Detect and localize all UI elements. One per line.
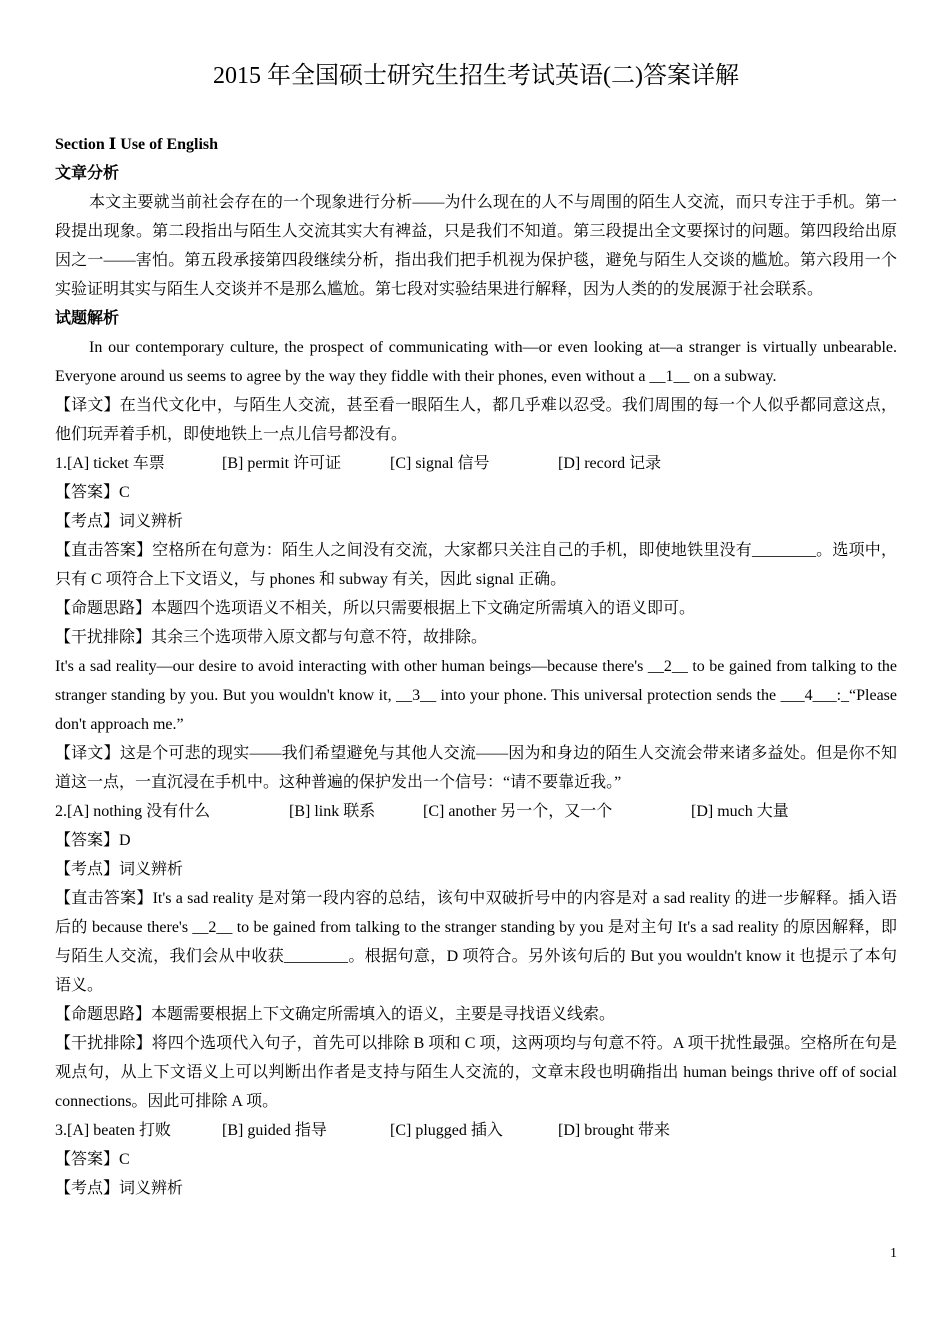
q2-option-c: [C] another 另一个，又一个 bbox=[423, 803, 613, 820]
questions-heading: 试题解析 bbox=[55, 310, 120, 327]
q1-direct-answer: 【直击答案】空格所在句意为：陌生人之间没有交流，大家都只关注自己的手机，即使地铁里没有________。选项中，只有 C 项符合上下文语义，与 phones 和 subway 有关，因此 signal 正确。 bbox=[55, 542, 897, 588]
passage-1: In our contemporary culture, the prospect of communicating with—or even looking at—a stranger is virtually unbearable. Everyone around us seems to agree by the way they fiddle with their phones, even without a __1__ on a subway. bbox=[55, 339, 897, 385]
q1-exclude: 【干扰排除】其余三个选项带入原文都与句意不符，故排除。 bbox=[55, 629, 488, 646]
analysis-text: 本文主要就当前社会存在的一个现象进行分析——为什么现在的人不与周围的陌生人交流，而只专注于手机。第一段提出现象。第二段指出与陌生人交流其实大有裨益，只是我们不知道。第三段提出全文要探讨的问题。第四段给出原因之一——害怕。第五段承接第四段继续分析，指出我们把手机视为保护毯，避免与陌生人交谈的尴尬。第六段用一个实验证明其实与陌生人交谈并不是那么尴尬。第七段对实验结果进行解释，因为人类的的发展源于社会联系。 bbox=[55, 194, 897, 298]
document-title: 2015 年全国硕士研究生招生考试英语(二)答案详解 bbox=[213, 63, 739, 89]
translation-2: 【译文】这是个可悲的现实——我们希望避免与其他人交流——因为和身边的陌生人交流会带来诸多益处。但是你不知道这一点，一直沉浸在手机中。这种普遍的保护发出一个信号：“请不要靠近我。” bbox=[55, 745, 897, 791]
q3-answer: 【答案】C bbox=[55, 1151, 130, 1168]
section-heading: Section Ⅰ Use of English bbox=[55, 136, 219, 153]
q1-option-b: [B] permit 许可证 bbox=[222, 455, 342, 472]
passage-2: It's a sad reality—our desire to avoid interacting with other human beings—because there's __2__ to be gained from talking to the stranger standing by you. But you wouldn't know it, __3__ into your phone. This universal protection sends the ___4___:_“Please don't approach me.” bbox=[55, 658, 897, 733]
page-number: 1 bbox=[890, 1246, 897, 1261]
q3-option-b: [B] guided 指导 bbox=[222, 1122, 327, 1139]
q3-option-d: [D] brought 带来 bbox=[558, 1122, 670, 1139]
document-page bbox=[55, 60, 897, 1203]
q2-option-d: [D] much 大量 bbox=[691, 803, 789, 820]
q1-answer: 【答案】C bbox=[55, 484, 130, 501]
q3-option-c: [C] plugged 插入 bbox=[390, 1122, 503, 1139]
q2-point: 【考点】词义辨析 bbox=[55, 861, 184, 878]
q1-options bbox=[55, 449, 897, 478]
q3-point: 【考点】词义辨析 bbox=[55, 1180, 184, 1197]
translation-1: 【译文】在当代文化中，与陌生人交流，甚至看一眼陌生人，都几乎难以忍受。我们周围的每一个人似乎都同意这点，他们玩弄着手机，即使地铁上一点儿信号都没有。 bbox=[55, 397, 897, 443]
q1-option-d: [D] record 记录 bbox=[558, 455, 662, 472]
q2-option-b: [B] link 联系 bbox=[289, 803, 376, 820]
q2-option-a: 2.[A] nothing 没有什么 bbox=[55, 803, 211, 820]
q1-point: 【考点】词义辨析 bbox=[55, 513, 184, 530]
q2-options bbox=[55, 797, 897, 826]
q2-exclude: 【干扰排除】将四个选项代入句子，首先可以排除 B 项和 C 项，这两项均与句意不符。A 项干扰性最强。空格所在句是观点句，从上下文语义上可以判断出作者是支持与陌生人交流的，文章末段也明确指出 human beings thrive off of social connections。因此可排除 A 项。 bbox=[55, 1035, 897, 1110]
q2-direct-answer: 【直击答案】It's a sad reality 是对第一段内容的总结，该句中双破折号中的内容是对 a sad reality 的进一步解释。插入语后的 because there's __2__ to be gained from talking to the stranger standing by you 是对主句 It's a sad reality 的原因解释，即与陌生人交流，我们会从中收获________。根据句意，D 项符合。另外该句后的 But you wouldn't know it 也提示了本句语义。 bbox=[55, 890, 897, 994]
q1-option-c: [C] signal 信号 bbox=[390, 455, 490, 472]
q3-options bbox=[55, 1116, 897, 1145]
q1-option-a: 1.[A] ticket 车票 bbox=[55, 455, 165, 472]
q1-idea: 【命题思路】本题四个选项语义不相关，所以只需要根据上下文确定所需填入的语义即可。 bbox=[55, 600, 696, 617]
q2-idea: 【命题思路】本题需要根据上下文确定所需填入的语义，主要是寻找语义线索。 bbox=[55, 1006, 616, 1023]
q3-option-a: 3.[A] beaten 打败 bbox=[55, 1122, 171, 1139]
q2-answer: 【答案】D bbox=[55, 832, 131, 849]
analysis-heading: 文章分析 bbox=[55, 165, 120, 182]
